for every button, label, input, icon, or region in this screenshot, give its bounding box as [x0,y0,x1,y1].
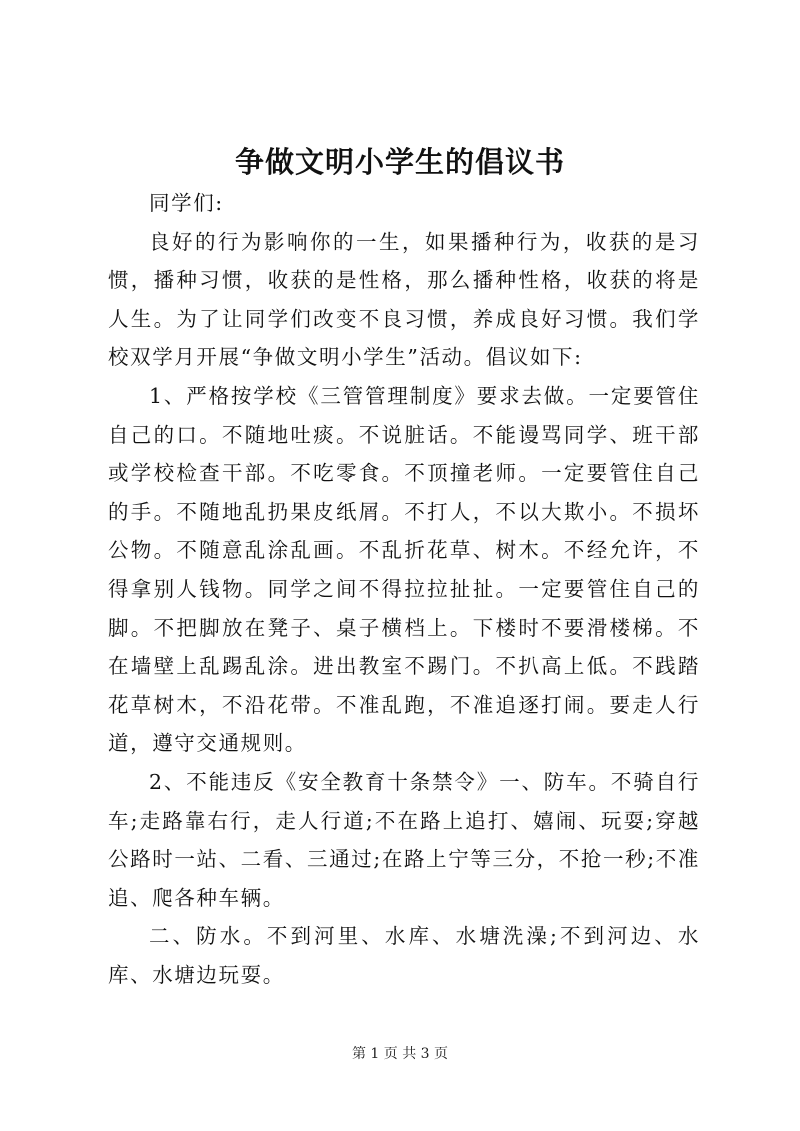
salutation: 同学们: [149,191,224,215]
paragraph-rule-1: 1、严格按学校《三管管理制度》要求去做。一定要管住自己的口。不随地吐痰。不说脏话。不能谩骂同学、班干部或学校检查干部。不吃零食。不顶撞老师。一定要管住自己的手。不随地乱扔果皮纸屑。不打人，不以大欺小。不损坏公物。不随意乱涂乱画。不乱折花草、树木。不经允许，不得拿别人钱物。同学之间不得拉拉扯扯。一定要管住自己的脚。不把脚放在凳子、桌子横档上。下楼时不要滑楼梯。不在墙壁上乱踢乱涂。进出教室不踢门。不扒高上低。不践踏花草树木，不沿花带。不准乱跑，不准追逐打闹。要走人行道，遵守交通规则。 [108,383,700,756]
paragraph-rule-2: 2、不能违反《安全教育十条禁令》一、防车。不骑自行车;走路靠右行，走人行道;不在路上追打、嬉闹、玩耍;穿越公路时一站、二看、三通过;在路上宁等三分，不抢一秒;不准追、爬各种车辆。 [108,769,700,910]
page-number-footer: 第 1 页 共 3 页 [351,1046,449,1062]
document-body [108,184,700,994]
paragraph-water-safety: 二、防水。不到河里、水库、水塘洗澡;不到河边、水库、水塘边玩耍。 [108,924,700,987]
document-title: 争做文明小学生的倡议书 [234,145,565,179]
paragraph-intro: 良好的行为影响你的一生，如果播种行为，收获的是习惯，播种习惯，收获的是性格，那么播种性格，收获的将是人生。为了让同学们改变不良习惯，养成良好习惯。我们学校双学月开展“争做文明小学生”活动。倡议如下: [108,229,700,370]
